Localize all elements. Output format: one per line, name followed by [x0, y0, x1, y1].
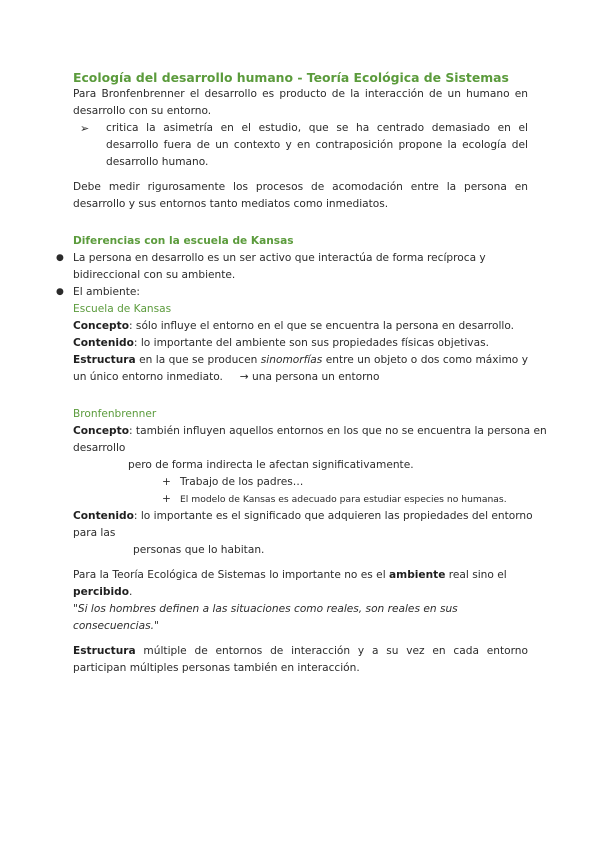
bronf-concepto-cont: pero de forma indirecta le afectan significativamente.: [128, 459, 414, 471]
intro-paragraph: Para Bronfenbrenner el desarrollo es producto de la interacción de un humano en desarrollo con su entorno.: [73, 88, 528, 117]
teoria-text-c: .: [128, 586, 133, 598]
bronf-concepto-label: Concepto: [73, 425, 129, 437]
kansas-concepto-label: Concepto: [73, 320, 129, 332]
final-label: Estructura: [73, 645, 136, 657]
arrow-item-text: critica la asimetría en el estudio, que se ha centrado demasiado en el desarrollo fuera de un contexto y en contraposición propone la ecología del desarrollo humano.: [106, 122, 528, 168]
plus-item-text-1: Trabajo de los padres…: [180, 476, 304, 488]
bronf-contenido-cont: personas que lo habitan.: [133, 544, 265, 556]
teoria-bold-percibido: percibido: [73, 586, 129, 598]
bronf-contenido-line1: : lo importante es el significado que adquieren las propiedades del entorno para las: [73, 510, 533, 539]
bronfenbrenner-heading: Bronfenbrenner: [73, 408, 157, 420]
kansas-estructura-text-b: entre un objeto o dos como máximo y un único entorno inmediato.: [73, 354, 528, 383]
teoria-text-a: Para la Teoría Ecológica de Sistemas lo importante no es el: [73, 569, 390, 581]
bronf-contenido: [73, 508, 560, 542]
plus-item-2: [73, 491, 528, 508]
teoria-text-b: real sino el: [445, 569, 507, 581]
kansas-heading: Escuela de Kansas: [73, 303, 172, 315]
bronf-concepto: [73, 423, 560, 457]
bullet-icon: ●: [56, 253, 64, 263]
plus-item-text-2: El modelo de Kansas es adecuado para estudiar especies no humanas.: [180, 494, 507, 505]
bullet-text-2: El ambiente:: [73, 286, 140, 298]
differences-heading: Diferencias con la escuela de Kansas: [73, 235, 294, 247]
measure-paragraph: Debe medir rigurosamente los procesos de acomodación entre la persona en desarrollo y sus entornos tanto mediatos como inmediatos.: [73, 181, 528, 210]
teoria-paragraph: [73, 567, 528, 601]
kansas-contenido: [73, 335, 528, 352]
bullet-item-2: [56, 284, 528, 301]
kansas-estructura-label: Estructura: [73, 354, 136, 366]
plus-icon: +: [162, 476, 171, 488]
bullet-text-1: La persona en desarrollo es un ser activo que interactúa de forma recíproca y bidireccional con su ambiente.: [73, 252, 486, 281]
kansas-concepto-text: : sólo influye el entorno en el que se encuentra la persona en desarrollo.: [129, 320, 515, 332]
bullet-item-1: [56, 250, 528, 284]
document-content: [56, 70, 547, 677]
arrow-bullet-icon: ➢: [80, 122, 90, 135]
kansas-contenido-label: Contenido: [73, 337, 134, 349]
final-paragraph: [73, 643, 528, 677]
arrow-list-item: [73, 120, 528, 171]
kansas-estructura-arrow: → una persona un entorno: [239, 371, 380, 383]
kansas-concepto: [73, 318, 528, 335]
final-text: múltiple de entornos de interacción y a su vez en cada entorno participan múltiples personas también en interacción.: [73, 645, 528, 674]
bronf-contenido-label: Contenido: [73, 510, 134, 522]
kansas-estructura: [73, 352, 528, 386]
page-title: Ecología del desarrollo humano - Teoría Ecológica de Sistemas: [73, 70, 509, 85]
quote-text: "Si los hombres definen a las situaciones como reales, son reales en sus consecuencias.": [73, 603, 458, 632]
plus-icon: +: [162, 493, 171, 505]
kansas-estructura-text-a: en la que se producen: [135, 354, 261, 366]
bullet-icon: ●: [56, 287, 64, 297]
bronf-concepto-line1: : también influyen aquellos entornos en los que no se encuentra la persona en desarrollo: [73, 425, 547, 454]
kansas-estructura-italic: sinomorfías: [260, 354, 323, 366]
plus-item-1: [73, 474, 528, 491]
kansas-contenido-text: : lo importante del ambiente son sus propiedades físicas objetivas.: [133, 337, 489, 349]
teoria-bold-ambiente: ambiente: [389, 569, 446, 581]
